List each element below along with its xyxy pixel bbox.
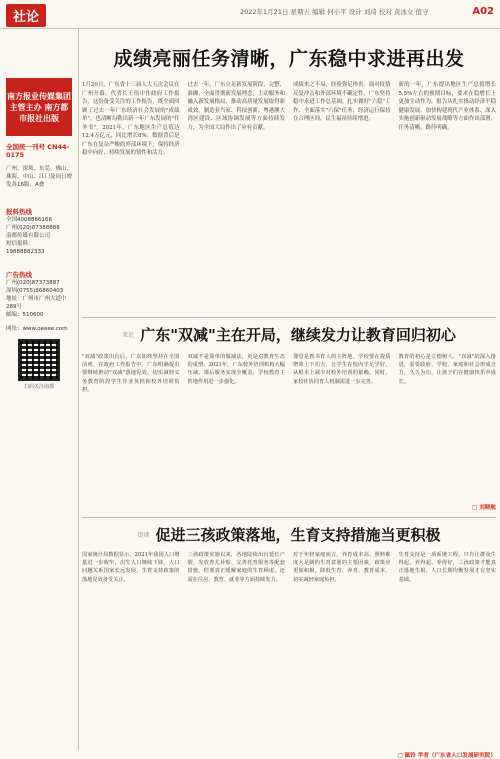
article3-col: 三孩政策实施以来，各地陆续出台延长产假、发放育儿补贴、完善托育服务等配套措施。但要真正缓解家庭的生育顾虑，还需在住房、教育、就业等方面持续发力。 [187, 552, 285, 583]
article3-byline: □ 佩铃 学者（广东省人口发展研究院） [397, 753, 496, 759]
publisher-logo [6, 78, 72, 136]
editions: 广州、深圳、东莞、佛山、珠海、中山、江门及同日增发各16版、A叠 [6, 166, 73, 188]
article3-kicker: 街谈 [137, 532, 150, 539]
article2-col: 课堂是教书育人的主阵地。学校要在提质增效上下功夫，让学生在校内学足学好，从根本上减少对校外培训的依赖。同时，家校社协同育人机制需进一步完善。 [293, 354, 391, 385]
publish-no: 全国统一刊号 CN44-0175 [6, 143, 70, 159]
divider [82, 517, 496, 518]
article2-heading [82, 324, 496, 345]
article3-body [82, 551, 496, 751]
divider [82, 317, 496, 318]
article2-kicker: 来论 [122, 332, 135, 339]
article1-headline: 成绩亮丽任务清晰，广东稳中求进再出发 [113, 48, 465, 70]
ad-text: 广州(020)87373887 深圳(0755)36860403 地址：广州市广州大道中289号 邮编：510600 [6, 280, 67, 318]
article3-col: 对于年轻家庭而言，养育成本高、照料难度大是制约生育意愿的主要因素。政策应更加积极，降低生育、养育、教育成本，切实减轻家庭负担。 [293, 552, 391, 583]
hotline-text: 全国4008866166 广州(020)87388888 南都传媒有限公司 短信报料： 19888882333 [6, 217, 60, 255]
article2-headline: 广东"双减"主在开局，继续发力让教育回归初心 [140, 326, 456, 344]
page-header [0, 0, 500, 29]
hotline-title: 报料热线 [6, 208, 32, 216]
article2-col: 双减不是简单的做减法，更是对教育生态的重塑。2021年，广东校外培训机构大幅压减，课后服务实现全覆盖，学校教育主阵地作用进一步强化。 [187, 354, 285, 385]
page-number: A02 [472, 6, 494, 17]
masthead-sidebar [0, 28, 79, 750]
article1-col: 过去一年，广东立足新发展阶段，完整、准确、全面贯彻新发展理念，主动服务和融入新发展格局，推动高质量发展取得新成效。制造业当家、科技创新、粤港澳大湾区建设、区域协调发展等方面持续发力，为全国大局作出了应有贡献。 [187, 82, 285, 131]
article3-heading [82, 524, 496, 545]
article1-col: 新的一年，广东提出地区生产总值增长5.5%左右的预期目标，要求在稳增长上更加主动作为。报告从扎实推动经济平稳健康发展、加快构建现代产业体系、深入实施创新驱动发展战略等方面作出部署，任务清晰，路径明确。 [398, 82, 496, 131]
qr-caption: 扫码关注南都 [23, 384, 54, 390]
article3-col: 生育支持是一项系统工程。只有让群众生得起、养得起、养得好，三孩政策才能真正落地生根，人口长期均衡发展才有坚实基础。 [398, 552, 496, 583]
main-content [82, 30, 496, 759]
section-tag: 社论 [6, 4, 46, 27]
issue-meta: 2022年1月21日 星期五 编辑 何小平 设计 刘琦 校对 黄冰女 值守 [240, 8, 429, 16]
article1-col: 成绩来之不易，经验弥足珍贵。面对疫情反复冲击和外部环境不确定性，广东坚持稳中求进工作总基调，扎实做好"六稳"工作、全面落实"六保"任务，经济运行保持在合理区间，民生福祉持续增进。 [293, 82, 391, 122]
article3-col: 国家统计局数据显示，2021年我国人口增量进一步收窄，出生人口继续下降。人口问题关系国家长远发展，生育支持政策的落地见效备受关注。 [82, 552, 180, 583]
ad-title: 广告热线 [6, 271, 32, 279]
qr-code-icon[interactable] [18, 339, 60, 381]
website[interactable]: 网址：www.oeeee.com [6, 326, 68, 332]
article2-byline: □ 刘晓航 [471, 505, 496, 511]
article2-col: 教育的初心是立德树人。"双减"的深入推进，需要政府、学校、家庭和社会形成合力，久久为功，让孩子们在健康快乐中成长。 [398, 354, 496, 385]
article1-col: 1月20日，广东省十三届人大五次会议在广州开幕。代省长王伟中作政府工作报告，这份备受关注的工作报告，既全面回顾了过去一年广东经济社会发展的"成绩单"，也清晰勾勒出新一年广东发展的"任务书"。2021年，广东地区生产总值达12.4万亿元，同比增长8%。数据背后是广东在复杂严峻的外部环境下，保持经济稳中向好、持续发展的韧性和活力。 [82, 82, 180, 156]
publisher-text: 南方报业传媒集团主管主办 南方都市报社出版 [7, 91, 71, 123]
article1-body [82, 81, 496, 311]
article3-headline: 促进三孩政策落地，生育支持措施当更积极 [155, 526, 441, 544]
article2-col: "双减"政策出台后，广东始终坚持在全国前列。在政府工作报告中，广东明确提出要继续推动"双减"落地见效，切实减轻义务教育阶段学生作业负担和校外培训负担。 [82, 354, 180, 393]
article2-body [82, 353, 496, 503]
